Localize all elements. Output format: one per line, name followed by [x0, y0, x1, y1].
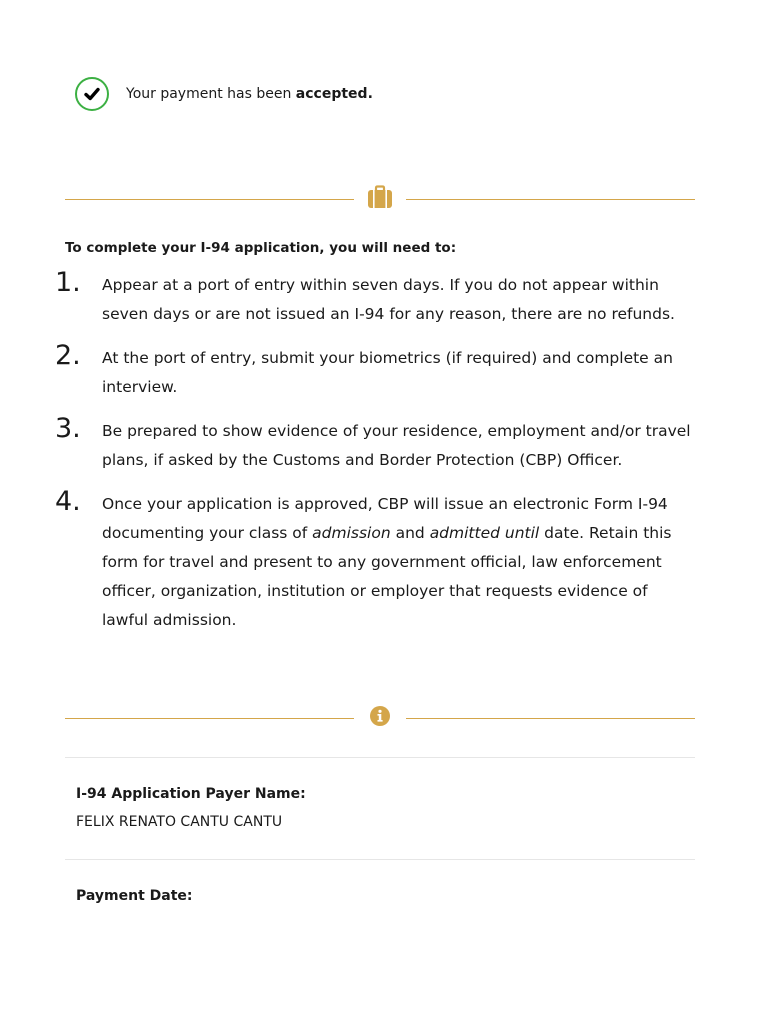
check-circle-icon [75, 77, 109, 111]
list-item [55, 268, 695, 329]
step-text: At the port of entry, submit your biometrics (if required) and complete an interview. [102, 349, 673, 396]
payer-name-value: FELIX RENATO CANTU CANTU [76, 814, 283, 830]
admission-term: admission [312, 524, 391, 542]
briefcase-icon [367, 185, 393, 213]
payment-status-emphasis: accepted. [295, 86, 373, 102]
list-item [55, 487, 695, 635]
list-item [55, 414, 695, 475]
payment-status-text: Your payment has been accepted. [126, 86, 373, 102]
payment-date-section [65, 859, 695, 939]
step-text: Once your application is approved, CBP will issue an electronic Form I-94 documenting your class of admission and admitted until date. Retain this form for travel and present to any government official, law enforcement officer, organization, institution or employer that requests evidence of lawful admission. [102, 495, 672, 629]
payment-date-label: Payment Date: [76, 888, 193, 904]
info-icon [369, 705, 391, 731]
payer-name-section [65, 757, 695, 860]
divider-line [406, 199, 695, 200]
step-text: Appear at a port of entry within seven days. If you do not appear within seven days or are not issued an I-94 for any reason, there are no refunds. [102, 276, 675, 323]
payment-status [75, 75, 373, 113]
section-divider-details [65, 703, 695, 733]
step-number: 2. [55, 340, 81, 371]
payer-name-label: I-94 Application Payer Name: [76, 786, 306, 802]
divider-line [406, 718, 695, 719]
step-number: 4. [55, 486, 81, 517]
divider-line [65, 199, 354, 200]
step-number: 3. [55, 413, 81, 444]
requirements-list [55, 268, 695, 647]
divider-line [65, 718, 354, 719]
step-text: Be prepared to show evidence of your residence, employment and/or travel plans, if asked by the Customs and Border Protection (CBP) Officer. [102, 422, 691, 469]
admitted-until-term: admitted until [429, 524, 540, 542]
section-divider-requirements [65, 184, 695, 214]
step-number: 1. [55, 267, 81, 298]
list-item [55, 341, 695, 402]
requirements-intro: To complete your I-94 application, you will need to: [65, 240, 457, 256]
